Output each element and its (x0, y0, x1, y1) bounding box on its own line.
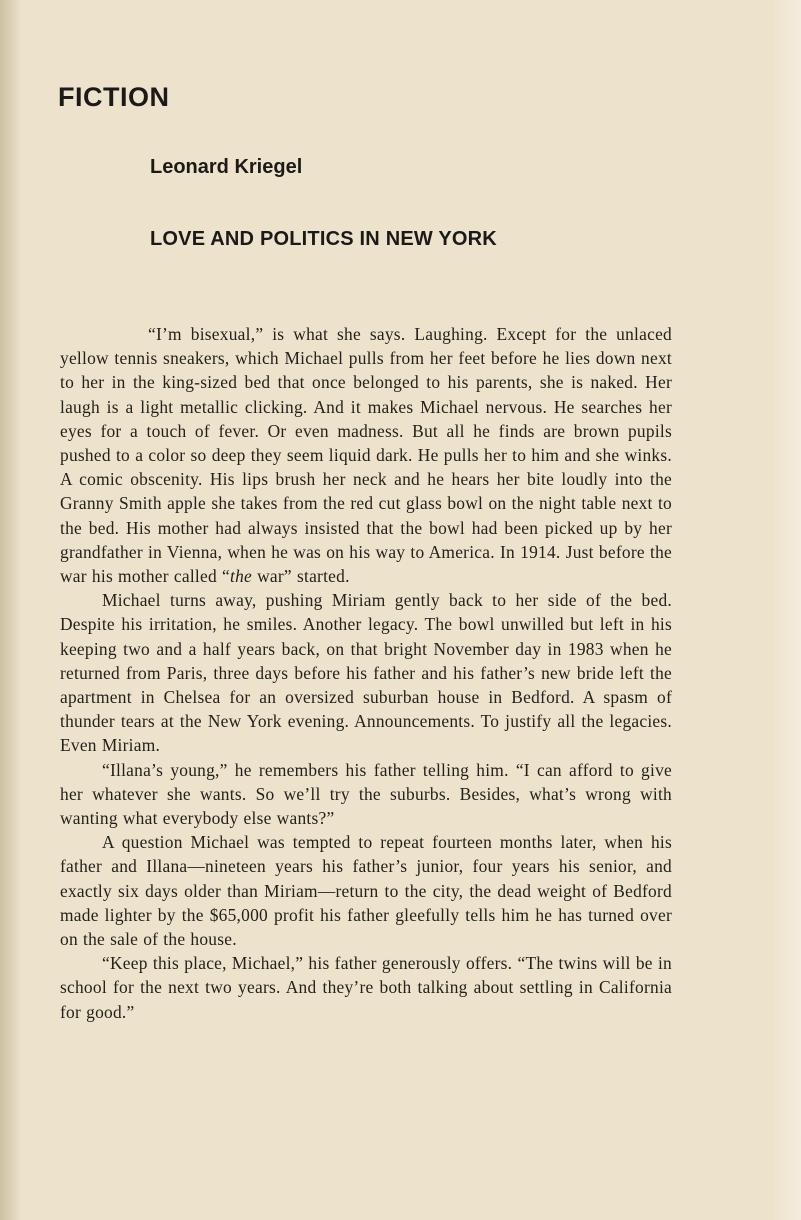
paragraph-1-text-end: war” started. (252, 566, 350, 587)
paragraph-2: Michael turns away, pushing Miriam gently back to her side of the bed. Despite his irritation, he smiles. Another legacy. The bowl unwilled but left in his keeping two and a half years back, on that bright November day in 1983 when he returned from Paris, three days before his father and his father’s new bride left the apartment in Chelsea for an oversized suburban house in Bedford. A spasm of thunder tears at the New York evening. Announcements. To justify all the legacies. Even Miriam. (60, 590, 672, 756)
story-title: LOVE AND POLITICS IN NEW YORK (150, 228, 497, 250)
paragraph-5: “Keep this place, Michael,” his father generously offers. “The twins will be in school for the next two years. And they’re both talking about settling in California for good.” (60, 953, 672, 1022)
emphasized-word: the (230, 566, 252, 587)
paragraph-3: “Illana’s young,” he remembers his father telling him. “I can afford to give her whatever she wants. So we’ll try the suburbs. Besides, what’s wrong with wanting what everybody else wants?” (60, 759, 672, 829)
paragraph-1-text-start: “I’m bisexual,” is what she says. Laughing. Except for the unlaced yellow tennis sneakers, which Michael pulls from her feet before he lies down next to her in the king-sized bed that once belonged to his parents, she is naked. Her laugh is a light metallic clicking. And it makes Michael nervous. He searches her eyes for a touch of fever. Or even madness. But all he finds are brown pupils pushed to a color so deep they seem liquid dark. He pulls her to him and she winks. A comic obscenity. His lips brush her neck and he hears her bite loudly into the Granny Smith apple she takes from the red cut glass bowl on the night table next to the bed. His mother had always insisted that the bowl had been picked up by her grandfather in Vienna, when he was on his way to America. In 1914. Just before the war his mother called “ (60, 324, 672, 587)
section-heading: FICTION (58, 82, 170, 112)
paragraph-4: A question Michael was tempted to repeat fourteen months later, when his father and Illana—nineteen years his father’s junior, four years his senior, and exactly six days older than Miriam—return to the city, the dead weight of Bedford made lighter by the $65,000 profit his father gleefully tells him he has turned over on the sale of the house. (60, 832, 672, 950)
story-body (60, 322, 672, 1024)
paragraph-1 (60, 322, 672, 588)
author-name: Leonard Kriegel (150, 156, 303, 178)
